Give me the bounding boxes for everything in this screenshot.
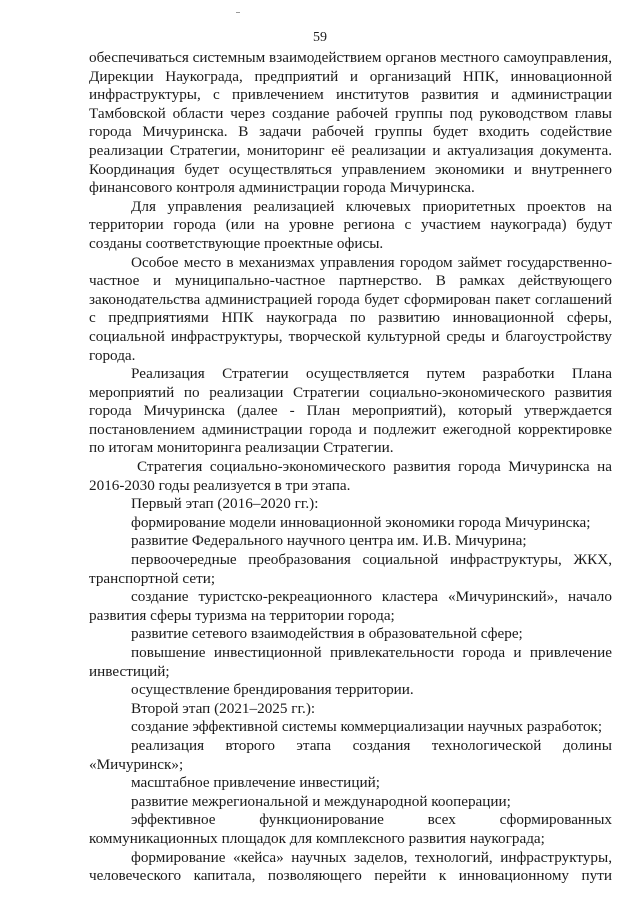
list-item: первоочередные преобразования социальной инфраструктуры, ЖКХ, транспортной сети; xyxy=(89,551,612,587)
paragraph: Особое место в механизмах управления городом займет государственно-частное и муниципально-частное партнерство. В рамках действующего законодательства администрацией города будет сформирован пакет соглашений с предприятиями НПК наукограда по развитию инновационной сферы, социальной инфраструктуры, творческой культурной среды и благоустройству города. xyxy=(89,253,612,364)
list-item: развитие межрегиональной и международной кооперации; xyxy=(131,792,511,810)
paragraph: Для управления реализацией ключевых приоритетных проектов на территории города (или на уровне региона с участием наукограда) будут созданы соответствующие проектные офисы. xyxy=(89,197,612,252)
page-number: 59 xyxy=(313,30,327,45)
list-item: создание туристско-рекреационного кластера «Мичуринский», начало развития сферы туризма на территории города; xyxy=(89,588,612,624)
stage-heading: Второй этап (2021–2025 гг.): xyxy=(131,699,316,717)
list-item: развитие Федерального научного центра им. И.В. Мичурина; xyxy=(131,532,527,550)
stage-heading: Первый этап (2016–2020 гг.): xyxy=(131,495,319,513)
paragraph: Стратегия социально-экономического развития города Мичуринска на 2016-2030 годы реализуется в три этапа. xyxy=(89,458,612,494)
page-body xyxy=(89,49,612,886)
list-item: создание эффективной системы коммерциализации научных разработок; xyxy=(131,718,603,736)
list-item: повышение инвестиционной привлекательности города и привлечение инвестиций; xyxy=(89,644,612,680)
list-item: реализация второго этапа создания технологической долины «Мичуринск»; xyxy=(89,736,612,773)
list-item: развитие сетевого взаимодействия в образовательной сфере; xyxy=(131,625,523,643)
list-item: формирование модели инновационной экономики города Мичуринска; xyxy=(131,513,591,531)
list-item: осуществление брендирования территории. xyxy=(131,681,414,699)
paragraph: обеспечиваться системным взаимодействием органов местного самоуправления, Дирекции Наукограда, предприятий и организаций НПК, инновационной инфраструктуры, с привлечением институтов развития и администрации Тамбовской области через создание рабочей группы под руководством главы города Мичуринска. В задачи рабочей группы будет входить содействие реализации Стратегии, мониторинг её реализации и актуализация документа. Координация будет осуществляться управлением экономики и внутреннего финансового контроля администрации города Мичуринска. xyxy=(89,49,612,197)
scan-mark xyxy=(236,12,240,13)
list-item: масштабное привлечение инвестиций; xyxy=(131,774,380,792)
paragraph: Реализация Стратегии осуществляется путем разработки Плана мероприятий по реализации Стратегии социально-экономического развития города Мичуринска (далее - План мероприятий), который утверждается постановлением администрации города и подлежит ежегодной корректировке по итогам мониторинга реализации Стратегии. xyxy=(89,365,612,457)
list-item: формирование «кейса» научных заделов, технологий, инфраструктуры, человеческого капитала, позволяющего перейти к инновационному пути xyxy=(89,848,612,885)
list-item: эффективное функционирование всех сформированных коммуникационных площадок для комплексного развития наукограда; xyxy=(89,811,612,847)
